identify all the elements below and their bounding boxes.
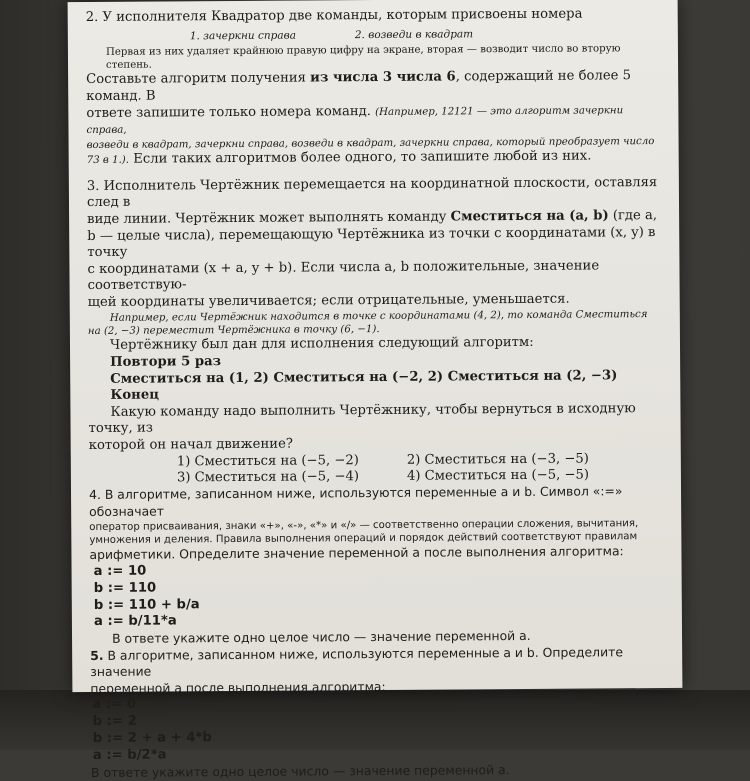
command-2: 2. возведи в квадрат — [354, 27, 474, 41]
task-4 — [89, 483, 670, 647]
task-2-line-3: возведи в квадрат, зачеркни справа, возведи в квадрат, зачеркни справа, который преобразует число — [86, 135, 655, 151]
task-3-given: Чертёжнику был дан для исполнения следующий алгоритм: — [109, 335, 534, 354]
text-bold: Сместиться на (a, b) — [450, 208, 609, 225]
text-part: Составьте алгоритм получения — [86, 70, 311, 88]
task-2-commands — [86, 26, 666, 44]
task-4-answer: В ответе укажите одно целое число — значение переменной a. — [111, 628, 531, 646]
task-5-code — [90, 693, 670, 764]
text-part: ответе запишите только номера команд. — [86, 103, 376, 121]
task-2-line-2 — [86, 102, 666, 139]
code-line: a := b/2*a — [92, 747, 167, 763]
task-3-line-5: щей координаты увеличивается; если отрицательные, уменьшается. — [87, 291, 570, 310]
task-5-answer: В ответе укажите одно целое число — значение переменной a. — [90, 761, 510, 780]
task-5-line-1 — [90, 644, 670, 681]
code-line: a := 0 — [92, 697, 137, 713]
code-line: a := 10 — [93, 563, 147, 579]
task-5 — [90, 644, 671, 781]
text-part: (где a, — [608, 207, 658, 224]
task-2 — [86, 6, 667, 169]
task-3-algorithm: Сместиться на (1, 2) Сместиться на (−2, 2) Сместиться на (2, −3) Конец — [110, 367, 618, 403]
option-1: 1) Сместиться на (−5, −2) — [176, 452, 359, 469]
task-3-question-2: которой он начал движение? — [88, 436, 293, 453]
command-1: 1. зачеркни справа — [189, 29, 296, 42]
task-3-repeat: Повтори 5 раз — [110, 354, 222, 370]
text-part: В алгоритме, записанном ниже, используются переменные a и b. Определите значение — [90, 643, 624, 680]
task-3-example-2: на (2, −3) переместит Чертёжника в точку (6, −1). — [87, 323, 380, 337]
option-3: 3) Сместиться на (−5, −4) — [176, 469, 360, 486]
task-4-line-4: арифметики. Определите значение переменной a после выполнения алгоритма: — [89, 543, 624, 563]
task-2-description: Первая из них удаляет крайнюю правую цифру на экране, вторая — возводит число во вторую степень. — [105, 42, 621, 71]
code-line: b := 2 — [92, 713, 137, 730]
task-3 — [87, 175, 669, 488]
task-2-line-1 — [86, 68, 666, 105]
option-2: 2) Сместиться на (−3, −5) — [406, 451, 589, 468]
paper-sheet — [68, 0, 683, 780]
task-3-line-3: b — целые числа), перемещающую Чертёжника из точки с координатами (x, y) в точку — [87, 224, 656, 261]
task-3-example-1: Например, если Чертёжник находится в точке с координатами (4, 2), то команда Сместиться — [109, 308, 648, 324]
text-italic: (Например, 12121 — это алгоритм зачеркни справа, — [86, 104, 624, 137]
code-line: b := 110 + b/a — [93, 596, 200, 613]
task-4-line-2: оператор присваивания, знаки «+», «-», «*» и «/» — соответственно операции сложения, вычитания, — [89, 517, 639, 533]
document-content — [86, 6, 671, 781]
task-3-line-1: 3. Исполнитель Чертёжник перемещается на координатной плоскости, оставляя след в — [86, 174, 658, 211]
task-3-line-4: с координатами (x + a, y + b). Если числа a, b положительные, значение соответствую- — [87, 258, 600, 294]
task-5-line-2: переменной a после выполнения алгоритма: — [90, 678, 386, 696]
task-4-line-1: 4. В алгоритме, записанном ниже, используются переменные a и b. Символ «:=» обозначает — [88, 483, 623, 519]
task-3-question-1: Какую команду надо выполнить Чертёжнику, чтобы вернуться в исходную точку, из — [88, 400, 636, 437]
text-italic: 73 в 1.). — [86, 154, 130, 167]
text-bold: из числа 3 числа 6 — [310, 69, 456, 86]
text-part: , содержащий не более 5 команд. В — [86, 68, 632, 105]
text-part: виде линии. Чертёжник может выполнять команду — [87, 209, 451, 227]
code-line: a := b/11*a — [93, 613, 177, 630]
text-part: Если таких алгоритмов более одного, то запишите любой из них. — [128, 148, 592, 167]
option-4: 4) Сместиться на (−5, −5) — [406, 467, 590, 484]
task-4-line-3: умножения и деления. Правила выполнения операций и порядок действий соответствуют правилам — [89, 531, 638, 546]
task-4-code — [90, 560, 670, 631]
code-line: b := 110 — [93, 580, 157, 596]
code-line: b := 2 + a + 4*b — [92, 730, 212, 747]
task-2-title: 2. У исполнителя Квадратор две команды, которым присвоены номера — [85, 6, 583, 26]
task-number: 5. — [90, 647, 104, 663]
